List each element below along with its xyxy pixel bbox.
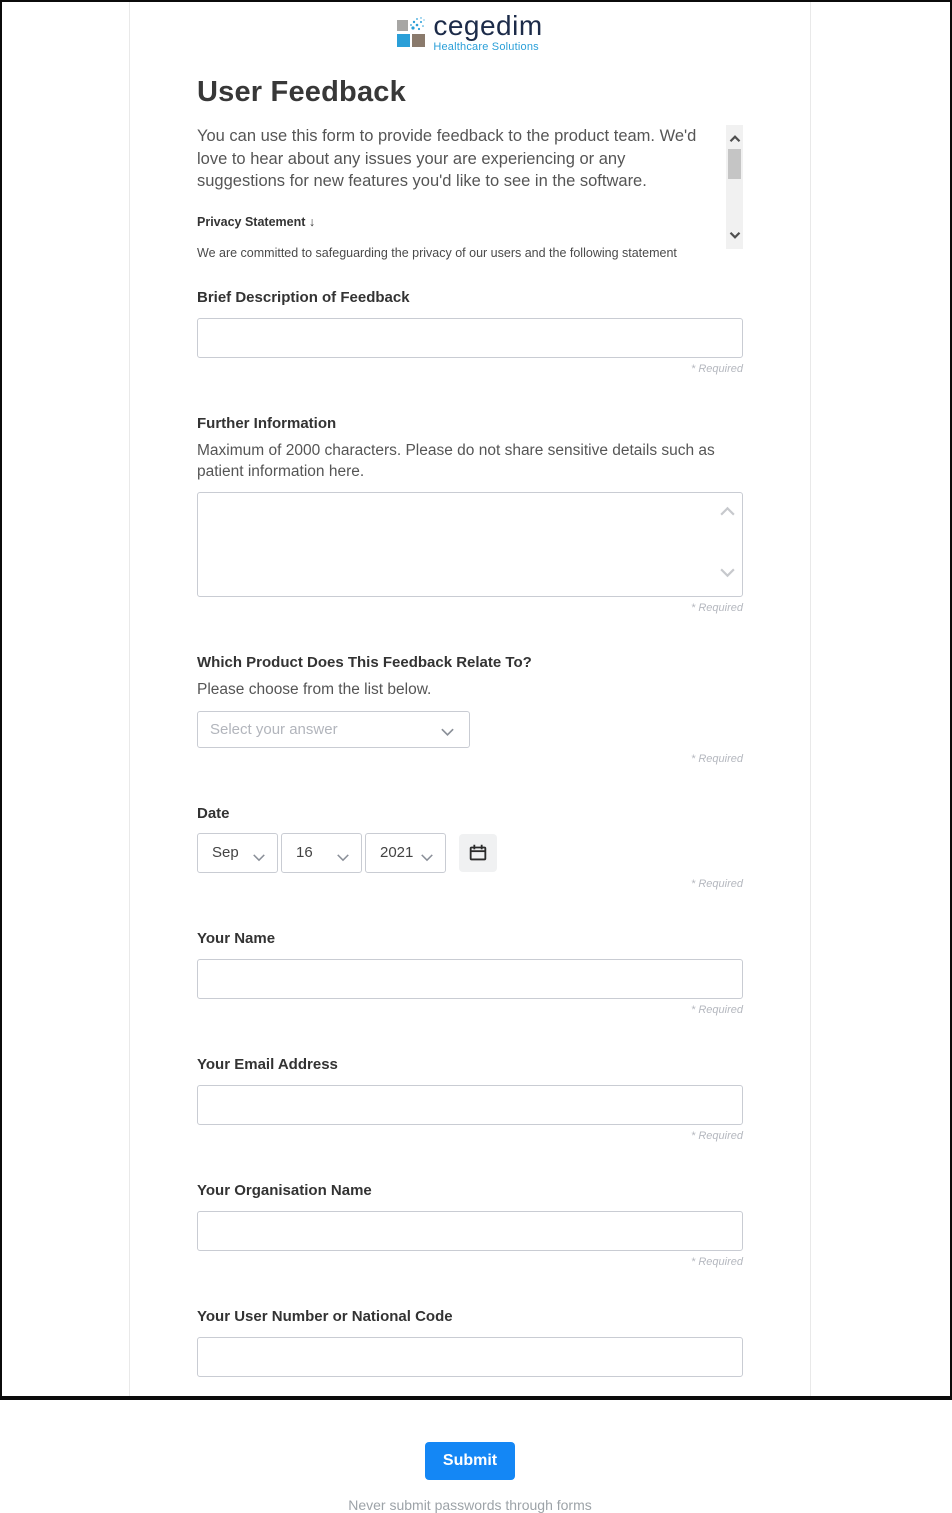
textarea-scroll-down-icon[interactable]: [719, 565, 736, 583]
your-name-label: Your Name: [197, 929, 276, 947]
date-year-value: 2021: [380, 844, 414, 862]
submit-button[interactable]: Submit: [425, 1442, 515, 1480]
organisation-label: Your Organisation Name: [197, 1181, 372, 1199]
user-number-input[interactable]: [197, 1337, 743, 1377]
your-name-input[interactable]: [197, 959, 743, 999]
date-month-value: Sep: [212, 844, 239, 862]
date-row: [197, 833, 743, 873]
brand-logo-inner: [397, 12, 542, 53]
intro-scrollbar[interactable]: [726, 125, 743, 249]
calendar-icon: [467, 842, 489, 864]
brand-logo: [197, 12, 743, 54]
user-number-label: Your User Number or National Code: [197, 1307, 453, 1325]
field-user-number: [197, 1307, 743, 1377]
required-note: * Required: [691, 1129, 743, 1142]
field-date: [197, 804, 743, 890]
submit-row: [197, 1442, 743, 1480]
chevron-down-icon: [252, 849, 266, 867]
date-month-select[interactable]: [197, 833, 278, 873]
field-further-information: [197, 414, 743, 614]
brand-text: [433, 12, 542, 53]
product-label: Which Product Does This Feedback Relate To?: [197, 653, 532, 671]
textarea-scroll-up-icon[interactable]: [719, 504, 736, 522]
product-select-value: Select your answer: [210, 720, 338, 738]
field-organisation: [197, 1181, 743, 1268]
form-footer-note: Never submit passwords through forms: [348, 1496, 592, 1513]
field-product: [197, 653, 743, 765]
required-note: * Required: [691, 601, 743, 614]
date-label: Date: [197, 804, 230, 822]
field-your-email: [197, 1055, 743, 1142]
chevron-down-icon: [440, 724, 455, 742]
required-note: * Required: [691, 877, 743, 890]
required-note: * Required: [691, 752, 743, 765]
brand-tagline: Healthcare Solutions: [433, 41, 539, 53]
date-day-value: 16: [296, 844, 313, 862]
cegedim-logo-icon: [397, 16, 427, 48]
form-card: [129, 2, 811, 1513]
privacy-statement-excerpt: We are committed to safeguarding the privacy of our users and the following statement: [197, 245, 677, 260]
scroll-down-icon[interactable]: [726, 227, 743, 243]
your-email-input[interactable]: [197, 1085, 743, 1125]
further-information-textarea[interactable]: [197, 492, 743, 597]
date-year-select[interactable]: [365, 833, 446, 873]
calendar-picker-button[interactable]: [459, 834, 497, 872]
required-note: * Required: [691, 1003, 743, 1016]
scrollbar-thumb[interactable]: [728, 149, 741, 179]
privacy-statement-heading: Privacy Statement ↓: [197, 214, 316, 229]
further-information-textarea-wrap: [197, 492, 743, 597]
organisation-input[interactable]: [197, 1211, 743, 1251]
required-note: * Required: [691, 1255, 743, 1268]
date-day-select[interactable]: [281, 833, 362, 873]
chevron-down-icon: [420, 849, 434, 867]
intro-scroll-area[interactable]: [197, 125, 743, 260]
your-email-label: Your Email Address: [197, 1055, 338, 1073]
scroll-up-icon[interactable]: [726, 131, 743, 147]
page-title: User Feedback: [197, 76, 406, 108]
chevron-down-icon: [336, 849, 350, 867]
product-select[interactable]: [197, 711, 470, 748]
required-note: * Required: [691, 363, 743, 375]
further-information-label: Further Information: [197, 415, 337, 432]
brief-description-input[interactable]: [197, 318, 743, 358]
brief-description-label: Brief Description of Feedback: [197, 289, 410, 306]
product-sublabel: Please choose from the list below.: [197, 680, 432, 698]
field-brief-description: [197, 288, 743, 375]
intro-text: You can use this form to provide feedback to the product team. We'd love to hear about any issues your are experiencing or any suggestions for new features you'd like to see in the software.: [197, 127, 697, 191]
further-information-sublabel: Maximum of 2000 characters. Please do not share sensitive details such as patient information here.: [197, 442, 715, 480]
brand-wordmark: cegedim: [433, 10, 543, 41]
field-your-name: [197, 929, 743, 1016]
